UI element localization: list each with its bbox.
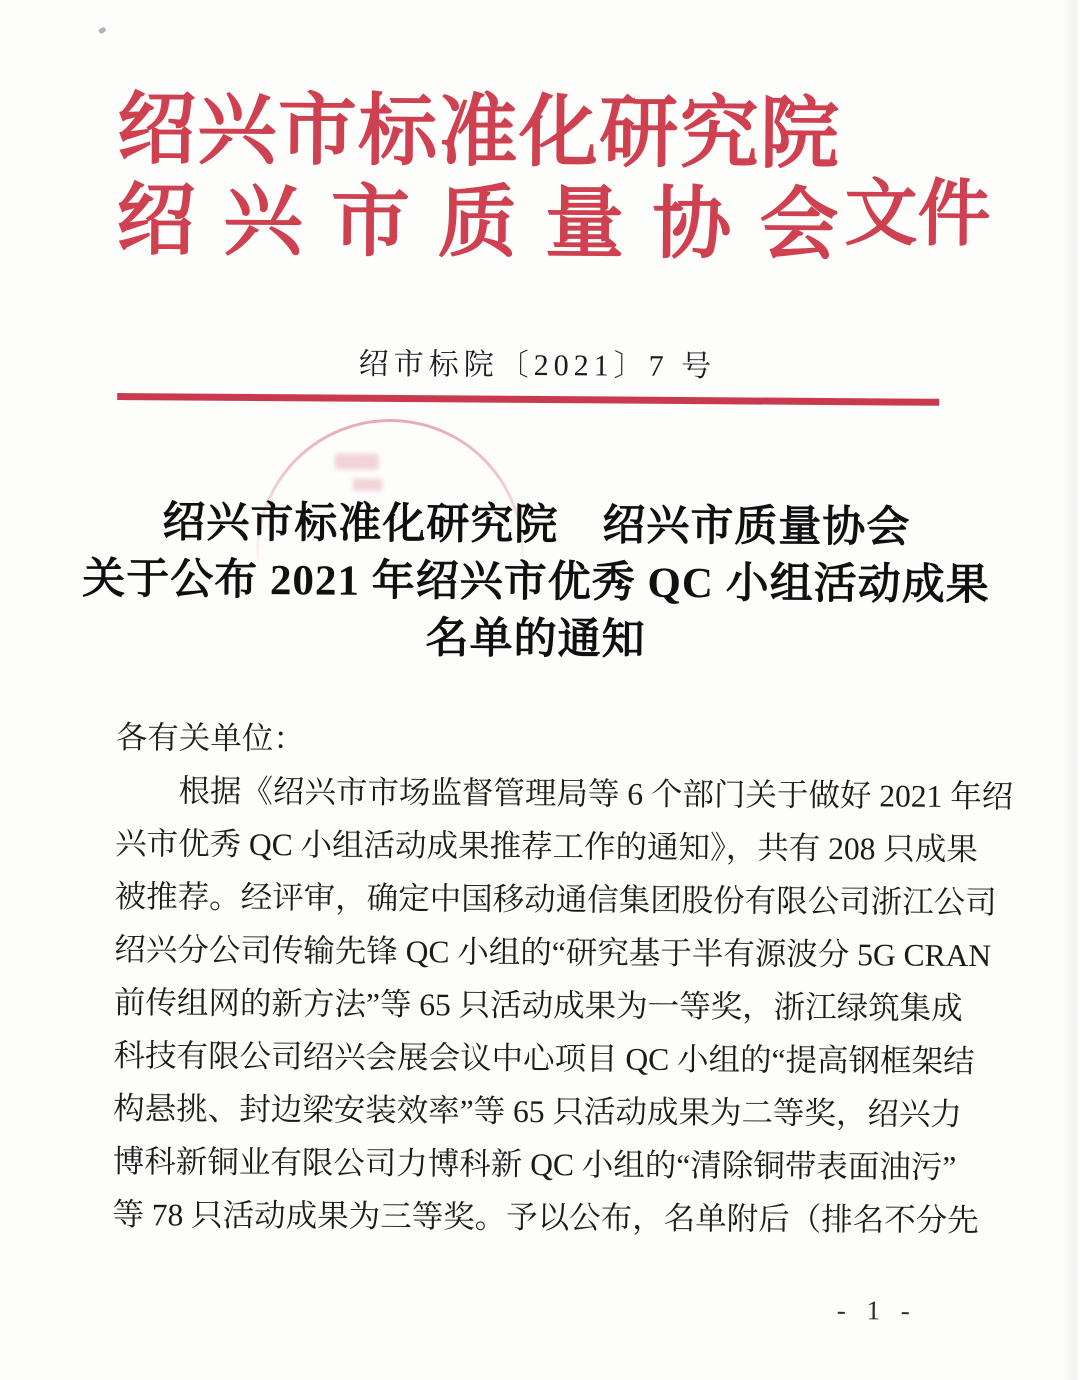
scan-speck-artifact xyxy=(98,27,107,35)
stamp-ink-smudge xyxy=(335,454,379,470)
body-line: 博科新铜业有限公司力博科新 QC 小组的“清除铜带表面油污” xyxy=(112,1144,957,1185)
body-line: 兴市优秀 QC 小组活动成果推荐工作的通知》，共有 208 只成果 xyxy=(114,826,978,868)
stamp-ink-smudge xyxy=(353,479,383,491)
body-line: 绍兴分公司传输先锋 QC 小组的“研究基于半有源波分 5G CRAN xyxy=(114,932,992,974)
scan-page-edge xyxy=(1064,0,1080,1380)
org-name-line-1: 绍兴市标准化研究院 xyxy=(116,87,840,180)
document-number: 绍市标院〔2021〕7 号 xyxy=(358,347,717,384)
notice-body xyxy=(112,711,1014,1247)
page-number: - 1 - xyxy=(836,1295,917,1326)
body-line: 构悬挑、封边梁安装效率”等 65 只活动成果为二等奖，绍兴力 xyxy=(113,1091,963,1132)
notice-title-line-3: 名单的通知 xyxy=(425,615,646,664)
body-line: 被推荐。经评审，确定中国移动通信集团股份有限公司浙江公司 xyxy=(114,879,997,921)
notice-title-line-1: 绍兴市标准化研究院 绍兴市质量协会 xyxy=(162,499,911,552)
red-letterhead xyxy=(116,85,991,273)
notice-title xyxy=(55,494,1016,672)
body-line: 根据《绍兴市市场监督管理局等 6 个部门关于做好 2021 年绍 xyxy=(178,773,1014,815)
salutation: 各有关单位： xyxy=(115,720,305,757)
notice-title-line-2: 关于公布 2021 年绍兴市优秀 QC 小组活动成果 xyxy=(82,555,990,610)
body-line: 前传组网的新方法”等 65 只活动成果为一等奖，浙江绿筑集成 xyxy=(113,985,963,1026)
body-line: 科技有限公司绍兴会展会议中心项目 QC 小组的“提高钢框架结 xyxy=(113,1038,975,1080)
red-divider-rule xyxy=(117,393,939,406)
body-line: 等 78 只活动成果为三等奖。予以公布，名单附后（排名不分先 xyxy=(112,1197,979,1239)
document-type-label: 文件 xyxy=(844,173,991,256)
issuing-org-names xyxy=(116,85,839,272)
org-name-line-2: 绍兴市质量协会 xyxy=(116,178,839,271)
